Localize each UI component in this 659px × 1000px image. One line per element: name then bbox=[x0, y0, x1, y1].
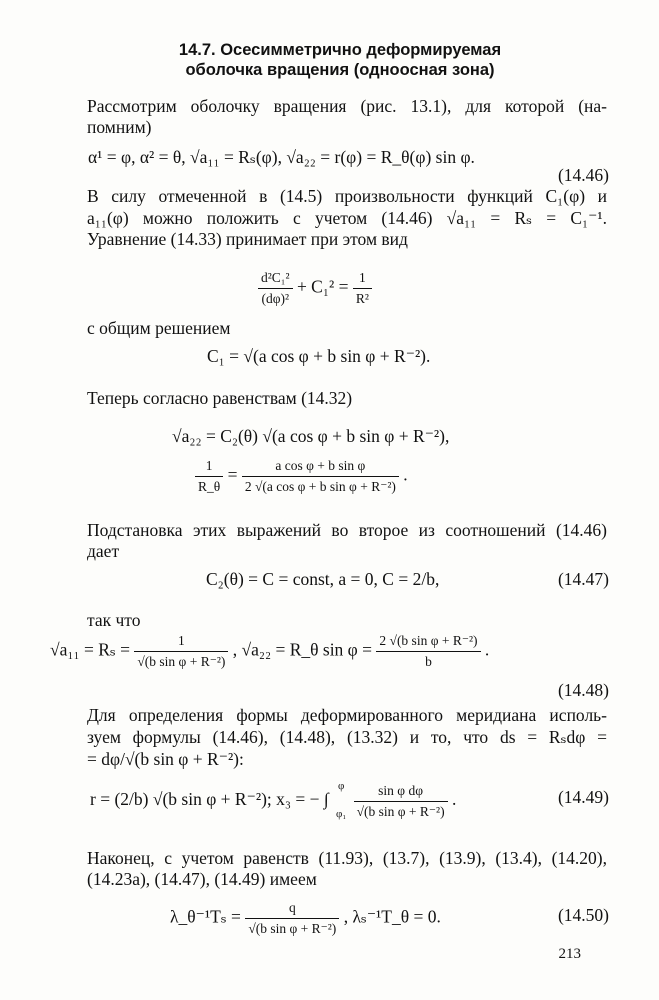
eq9-fnum: q bbox=[288, 900, 296, 915]
equation-c1: C₁ = √(a cos φ + b sin φ + R⁻²). bbox=[207, 346, 431, 366]
para2-line2: a₁₁(φ) можно положить с учетом (14.46) √a₁₁ = Rₛ = C₁⁻¹. bbox=[87, 208, 607, 228]
para4-line1: Теперь согласно равенствам (14.32) bbox=[87, 388, 353, 408]
para3-line1: с общим решением bbox=[87, 318, 231, 338]
eq9-fraction bbox=[245, 900, 339, 937]
equation-r-theta bbox=[195, 458, 408, 495]
para5-line2: дает bbox=[87, 541, 120, 561]
page-number: 213 bbox=[558, 946, 581, 962]
para7-line3: = dφ/√(b sin φ + R⁻²): bbox=[87, 749, 244, 769]
eq9-left: λ_θ⁻¹Tₛ = bbox=[170, 906, 241, 927]
eq2-rnum: 1 bbox=[358, 270, 366, 285]
para8-line1: Наконец, с учетом равенств (11.93), (13.7), (13.9), (13.4), (14.20), bbox=[87, 848, 607, 868]
eq7-comma: , bbox=[232, 639, 242, 660]
equation-number-14-46: (14.46) bbox=[557, 165, 609, 185]
equation-14-46: α¹ = φ, α² = θ, √a₁₁ = Rₛ(φ), √a₂₂ = r(φ) = R_θ(φ) sin φ. bbox=[88, 147, 475, 167]
eq7-f1num: 1 bbox=[178, 633, 185, 648]
para2-line1: В силу отмеченной в (14.5) произвольности функций C₁(φ) и bbox=[87, 186, 607, 206]
eq7-left: √a₁₁ = Rₛ = bbox=[50, 639, 131, 660]
eq8-fnum: sin φ dφ bbox=[378, 782, 424, 798]
para1-line2: помним) bbox=[87, 117, 152, 137]
equation-14-47: C₂(θ) = C = const, a = 0, C = 2/b, bbox=[206, 569, 440, 589]
eq9-fden: √(b sin φ + R⁻²) bbox=[245, 918, 339, 937]
equation-14-50 bbox=[170, 900, 441, 937]
eq5-lden: R_θ bbox=[195, 476, 223, 495]
eq7-mid: √a₂₂ = R_θ sin φ = bbox=[241, 639, 373, 660]
eq5-rnum: a cos φ + b sin φ bbox=[275, 458, 366, 473]
eq8-lower: φ₁ bbox=[336, 808, 347, 820]
para7-line2: зуем формулы (14.46), (14.48), (13.32) и то, что ds = Rₛdφ = bbox=[87, 727, 607, 747]
equation-diff bbox=[258, 270, 372, 307]
eq2-fraction-left bbox=[258, 270, 293, 307]
eq2-rden: R² bbox=[353, 288, 372, 307]
eq7-f1den: √(b sin φ + R⁻²) bbox=[134, 651, 228, 670]
eq8-left: r = (2/b) √(b sin φ + R⁻²); x₃ = − ∫ bbox=[90, 789, 329, 810]
equation-14-48 bbox=[50, 633, 489, 670]
eq7-fraction1 bbox=[134, 633, 228, 670]
eq7-f2den: b bbox=[376, 651, 480, 670]
equation-number-14-50: (14.50) bbox=[557, 905, 609, 925]
eq2-num: d²C₁² bbox=[261, 270, 290, 285]
eq5-period: . bbox=[403, 464, 408, 485]
para8-line2: (14.23а), (14.47), (14.49) имеем bbox=[87, 869, 317, 889]
eq8-period: . bbox=[451, 789, 457, 810]
eq8-fden: √(b sin φ + R⁻²) bbox=[354, 801, 448, 820]
para6-line1: так что bbox=[87, 610, 141, 630]
equation-a22: √a₂₂ = C₂(θ) √(a cos φ + b sin φ + R⁻²), bbox=[172, 426, 450, 446]
eq5-lnum: 1 bbox=[205, 458, 213, 473]
eq2-fraction-right bbox=[353, 270, 372, 307]
eq5-fraction-right bbox=[242, 458, 399, 495]
para1-line1: Рассмотрим оболочку вращения (рис. 13.1), для которой (на- bbox=[87, 96, 607, 116]
section-heading-line2: оболочка вращения (одноосная зона) bbox=[185, 61, 495, 79]
eq9-right: , λₛ⁻¹T_θ = 0. bbox=[343, 906, 441, 927]
eq8-limits bbox=[333, 780, 349, 822]
eq8-fraction bbox=[354, 783, 448, 820]
para2-line3: Уравнение (14.33) принимает при этом вид bbox=[87, 229, 408, 249]
eq5-rden: 2 √(a cos φ + b sin φ + R⁻²) bbox=[242, 476, 399, 495]
eq7-f2num: 2 √(b sin φ + R⁻²) bbox=[379, 633, 478, 648]
equation-number-14-49: (14.49) bbox=[557, 787, 609, 807]
section-heading-line1: 14.7. Осесимметрично деформируемая bbox=[178, 41, 502, 59]
eq5-fraction-left bbox=[195, 458, 223, 495]
eq7-period: . bbox=[484, 639, 490, 660]
eq8-upper: φ bbox=[337, 780, 345, 792]
para7-line1: Для определения формы деформированного меридиана исполь- bbox=[87, 705, 607, 725]
eq2-den: (dφ)² bbox=[258, 288, 293, 307]
para5-line1: Подстановка этих выражений во второе из соотношений (14.46) bbox=[87, 520, 607, 540]
eq7-fraction2 bbox=[376, 633, 480, 670]
equation-number-14-47: (14.47) bbox=[557, 569, 609, 589]
equation-14-49 bbox=[90, 780, 456, 822]
eq2-mid: + C₁² = bbox=[296, 276, 349, 297]
eq5-equals: = bbox=[227, 464, 242, 485]
equation-number-14-48: (14.48) bbox=[557, 680, 609, 700]
